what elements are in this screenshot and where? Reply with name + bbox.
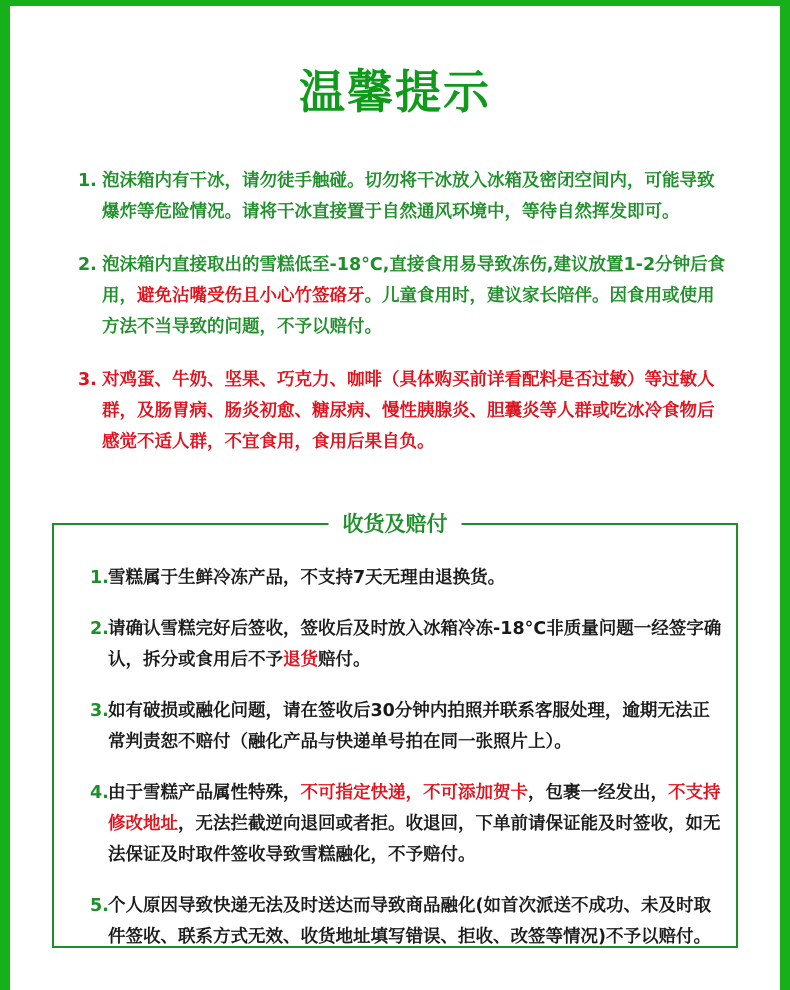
rule-number: 4. [90, 783, 109, 803]
rule-warning-text: 不可指定快递，不可添加贺卡 [300, 783, 528, 803]
rule-text: 请确认雪糕完好后签收，签收后及时放入冰箱冷冻-18°C非质量问题一经签字确认，拆分或食用后不予 [108, 619, 722, 670]
rule-text: ，包裹一经发出， [528, 783, 668, 803]
rule-item-5 [90, 891, 722, 953]
rule-warning-text: 退货 [283, 650, 318, 670]
rule-warning-text: 不支持修改地址 [108, 783, 721, 834]
tip-number: 3. [78, 370, 97, 390]
tip-warning-text: 对鸡蛋、牛奶、坚果、巧克力、咖啡（具体购买前详看配料是否过敏）等过敏人群，及肠胃病、肠炎初愈、糖尿病、慢性胰腺炎、胆囊炎等人群或吃冰冷食物后感觉不适人群，不宜食用，食用后果自负。 [102, 370, 715, 452]
rule-text: 如有破损或融化问题，请在签收后30分钟内拍照并联系客服处理，逾期无法正常判责恕不赔付（融化产品与快递单号拍在同一张照片上）。 [108, 701, 710, 752]
rule-number: 5. [90, 896, 109, 916]
tip-text: 。儿童食用时，建议家长陪伴。因食用或使用方法不当导致的问题，不予以赔付。 [102, 286, 715, 337]
tips-list [78, 166, 728, 480]
rule-number: 2. [90, 619, 109, 639]
rule-item-1 [90, 563, 722, 594]
tip-number: 2. [78, 255, 97, 275]
delivery-compensation-section [52, 512, 738, 948]
tip-text: 泡沫箱内直接取出的雪糕低至-18°C,直接食用易导致冻伤,建议放置1-2分钟后食用， [102, 255, 726, 306]
rule-text: 赔付。 [318, 650, 371, 670]
rule-text: ，无法拦截逆向退回或者拒。收退回，下单前请保证能及时签收，如无法保证及时取件签收导致雪糕融化，不予赔付。 [108, 814, 721, 865]
tip-warning-text: 避免沾嘴受伤且小心竹签硌牙 [137, 286, 365, 306]
rule-number: 3. [90, 701, 109, 721]
rule-item-4 [90, 778, 722, 871]
rule-item-2 [90, 614, 722, 676]
tip-number: 1. [78, 171, 97, 191]
rule-item-3 [90, 696, 722, 758]
rule-text: 雪糕属于生鲜冷冻产品，不支持7天无理由退换货。 [108, 568, 506, 588]
section-title: 收货及赔付 [329, 506, 462, 542]
tip-item-1 [78, 166, 728, 228]
page-title: 温馨提示 [299, 65, 491, 119]
tip-item-2 [78, 250, 728, 343]
rules-list [90, 563, 722, 973]
rule-text: 个人原因导致快递无法及时送达而导致商品融化(如首次派送不成功、未及时取件签收、联系方式无效、收货地址填写错误、拒收、改签等情况)不予以赔付。 [108, 896, 711, 947]
tip-text: 泡沫箱内有干冰，请勿徒手触碰。切勿将干冰放入冰箱及密闭空间内，可能导致爆炸等危险情况。请将干冰直接置于自然通风环境中，等待自然挥发即可。 [102, 171, 715, 222]
rule-text: 由于雪糕产品属性特殊， [108, 783, 301, 803]
rule-number: 1. [90, 568, 109, 588]
tip-item-3 [78, 365, 728, 458]
